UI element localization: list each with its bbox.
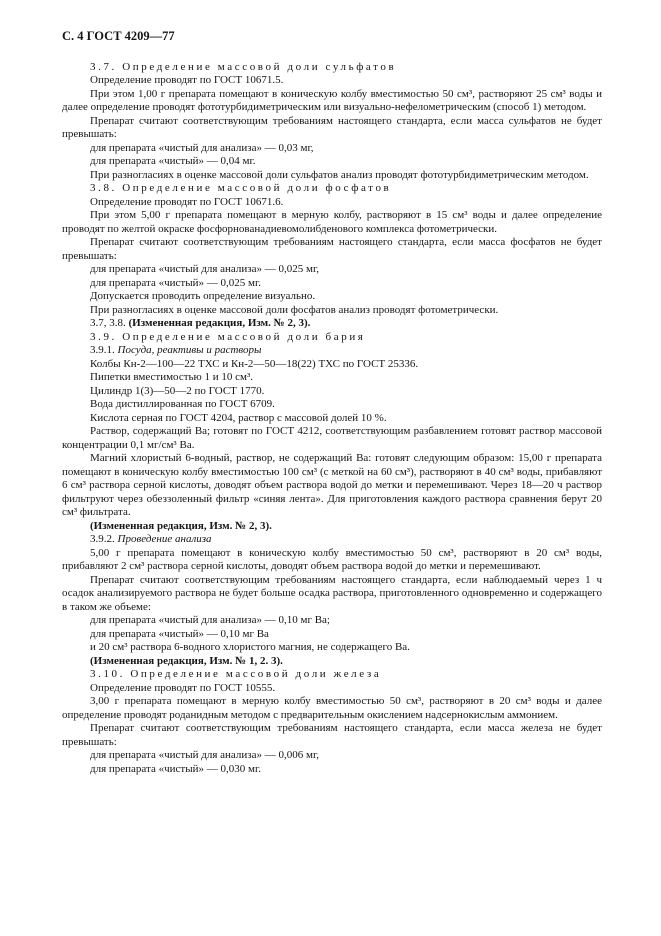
item-number: 3.7, 3.8. xyxy=(90,317,129,329)
body-paragraph: Препарат считают соответствующим требованиям настоящего стандарта, если масса железа не будет превышать: xyxy=(62,722,602,748)
item-number: 3.9.2. xyxy=(90,533,118,545)
body-paragraph: При разногласиях в оценке массовой доли фосфатов анализ проводят фотометрически. xyxy=(90,303,499,316)
body-paragraph: Магний хлористый 6-водный, раствор, не содержащий Ва: готовят следующим образом: 15,00 г препарата помещают в коническую колбу вместимостью 100 см³ (с меткой на 60 см³), растворяют в 40 см³ воды, прибавляют 6 см³ раствора серной кислоты, доводят объем раствора водой до метки и перемешивают. Через 18—20 ч раствор фильтруют через обеззоленный фильтр «синяя лента». Для приготовления каждого раствора сравнения берут 20 см³ фильтрата. xyxy=(62,452,602,518)
body-paragraph: 5,00 г препарата помещают в коническую колбу вместимостью 50 см³, растворяют в 20 см³ воды, прибавляют 2 см³ раствора серной кислоты, доводят объем раствора водой до метки и перемешивают. xyxy=(62,546,602,572)
item-number: 3.9.1. xyxy=(90,344,118,356)
revision-note: (Измененная редакция, Изм. № 2, 3). xyxy=(128,317,311,329)
subsection-title: Проведение анализа xyxy=(117,533,212,545)
body-paragraph: для препарата «чистый для анализа» — 0,03 мг, xyxy=(90,141,314,154)
body-paragraph: 3,00 г препарата помещают в мерную колбу вместимостью 50 см³, растворяют в 20 см³ воды и далее определение проводят роданидным методом с предварительным окислением надсернокислым аммонием. xyxy=(62,695,602,721)
subsection-heading xyxy=(62,344,602,358)
body-paragraph: Препарат считают соответствующим требованиям настоящего стандарта, если масса фосфатов не будет превышать: xyxy=(62,236,602,262)
body-paragraph: Раствор, содержащий Ва; готовят по ГОСТ 4212, соответствующим разбавлением готовят раствор массовой концентрации 0,1 мг/см³ Ва. xyxy=(62,425,602,451)
body-paragraph: Препарат считают соответствующим требованиям настоящего стандарта, если масса сульфатов не будет превышать: xyxy=(62,114,602,140)
page-header: С. 4 ГОСТ 4209—77 xyxy=(62,29,175,43)
subsection-title: Посуда, реактивы и растворы xyxy=(117,344,262,356)
revision-note: (Измененная редакция, Изм. № 2, 3). xyxy=(90,519,272,532)
body-paragraph: для препарата «чистый» — 0,030 мг. xyxy=(90,762,261,775)
revision-note: (Измененная редакция, Изм. № 1, 2. 3). xyxy=(90,654,283,667)
body-paragraph: Определение проводят по ГОСТ 10671.5. xyxy=(90,74,284,86)
body-paragraph: для препарата «чистый для анализа» — 0,006 мг, xyxy=(90,749,319,761)
section-heading: 3.7. Определение массовой доли сульфатов xyxy=(90,60,397,73)
section-heading: 3.10. Определение массовой доли железа xyxy=(90,668,382,680)
body-paragraph xyxy=(62,317,602,331)
body-paragraph: Допускается проводить определение визуально. xyxy=(90,290,316,302)
body-paragraph: Пипетки вместимостью 1 и 10 см³. xyxy=(90,371,254,383)
subsection-heading xyxy=(62,533,602,547)
document-page xyxy=(62,30,602,776)
body-paragraph: Вода дистиллированная по ГОСТ 6709. xyxy=(90,398,275,410)
body-paragraph: для препарата «чистый» — 0,025 мг. xyxy=(90,276,261,289)
body-paragraph: и 20 см³ раствора 6-водного хлористого магния, не содержащего Ва. xyxy=(90,641,410,653)
body-paragraph: При разногласиях в оценке массовой доли сульфатов анализ проводят фототурбидиметрическим методом. xyxy=(90,168,589,181)
body-paragraph: При этом 1,00 г препарата помещают в коническую колбу вместимостью 50 см³, растворяют 25 см³ воды и далее определение проводят фототурбидиметрическим или визуально-нефелометрическим (способ 1) методом. xyxy=(62,87,602,113)
body-paragraph: Колбы Кн-2—100—22 ТХС и Кн-2—50—18(22) ТХС по ГОСТ 25336. xyxy=(90,357,419,370)
body-paragraph: для препарата «чистый» — 0,10 мг Ва xyxy=(90,627,269,640)
body-paragraph: Цилиндр 1(3)—50—2 по ГОСТ 1770. xyxy=(90,384,265,397)
document-body xyxy=(62,61,602,777)
section-heading: 3.8. Определение массовой доли фосфатов xyxy=(90,182,392,194)
body-paragraph: Кислота серная по ГОСТ 4204, раствор с массовой долей 10 %. xyxy=(90,411,387,424)
body-paragraph: Определение проводят по ГОСТ 10555. xyxy=(90,681,276,694)
body-paragraph: для препарата «чистый для анализа» — 0,10 мг Ва; xyxy=(90,614,330,626)
body-paragraph: для препарата «чистый для анализа» — 0,025 мг, xyxy=(90,263,319,275)
section-heading: 3.9. Определение массовой доли бария xyxy=(90,330,366,343)
body-paragraph: для препарата «чистый» — 0,04 мг. xyxy=(90,155,256,167)
body-paragraph: Определение проводят по ГОСТ 10671.6. xyxy=(90,195,284,208)
body-paragraph: Препарат считают соответствующим требованиям настоящего стандарта, если наблюдаемый через 1 ч осадок анализируемого раствора не будет больше осадка раствора, приготовленного одновременно и содержащего в таком же объеме: xyxy=(62,573,602,613)
body-paragraph: При этом 5,00 г препарата помещают в мерную колбу, растворяют в 15 см³ воды и далее определение проводят по желтой окраске фосфорнованадиевомолибденового комплекса фотометрически. xyxy=(62,209,602,235)
